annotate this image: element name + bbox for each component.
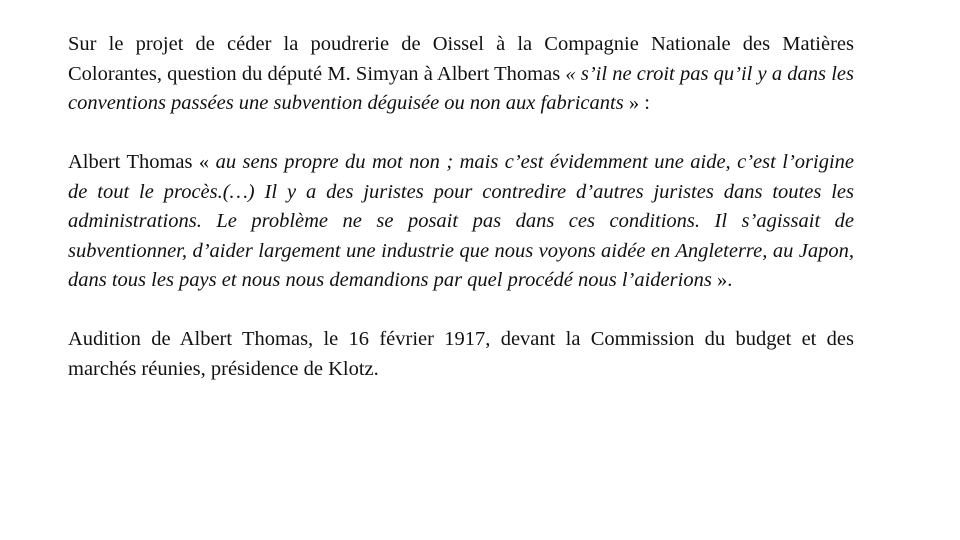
question-close: » : (623, 92, 650, 114)
question-quote: s’il ne croit pas qu’il y a dans les conventions passées une subvention déguisée ou non aux fabricants (68, 62, 855, 114)
paragraph-source: Audition de Albert Thomas, le 16 février 1917, devant la Commission du budget et des marchés réunies, présidence de Klotz. (68, 328, 854, 380)
answer-quote: au sens propre du mot non ; mais c’est évidemment une aide, c’est l’origine de tout le procès.(…) Il y a des juristes pour contredire d’autres juristes dans toutes les administrations. Le problème ne se posait pas dans ces conditions. Il s’agissait de subventionner, d’aider largement une industrie que nous voyons aidée en Angleterre, au Japon, dans tous les pays et nous nous demandions par quel procédé nous l’aiderions (68, 151, 854, 291)
question-open-quote: « (565, 62, 581, 85)
paragraph-question (68, 30, 854, 119)
document-page (68, 30, 854, 414)
paragraph-answer (68, 148, 854, 296)
answer-intro: Albert Thomas « (68, 151, 216, 173)
question-intro: Sur le projet de céder la poudrerie de Oissel à la Compagnie Nationale des Matières Colorantes, question du député M. Simyan à Albert Thomas (68, 33, 854, 85)
answer-close: ». (711, 269, 733, 291)
